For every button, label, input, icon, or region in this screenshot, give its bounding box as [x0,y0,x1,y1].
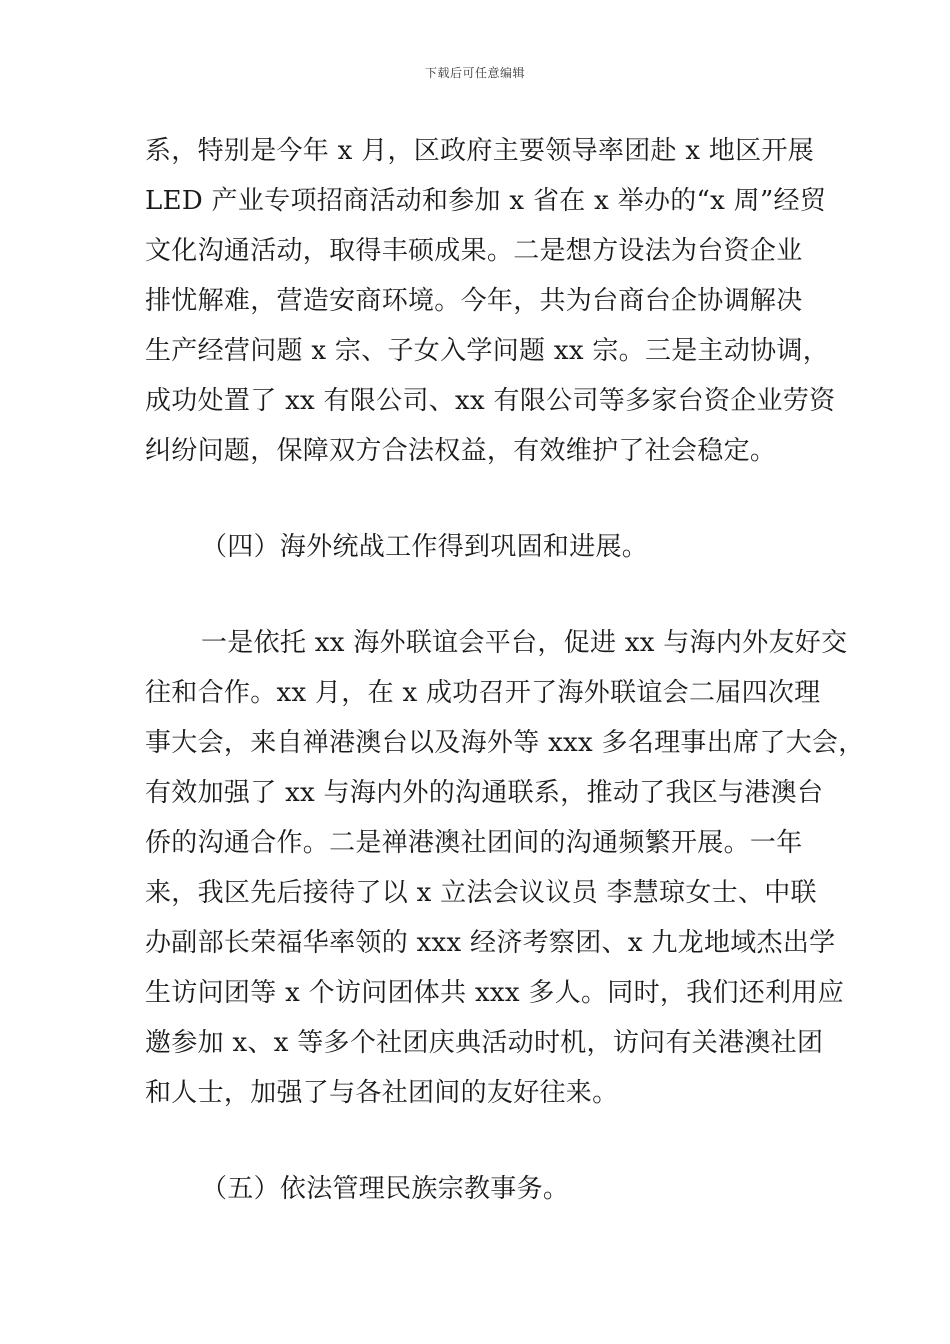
heading-text: （五）依法管理民族宗教事务。 [201,1174,570,1204]
text-line: 系，特别是今年 x 月，区政府主要领导率团赴 x 地区开展 [145,136,815,166]
text-line: 邀参加 x、x 等多个社团庆典活动时机，访问有关港澳社团 [145,1028,824,1058]
text-line: 和人士，加强了与各社团间的友好往来。 [145,1078,619,1108]
text-line: 生产经营问题 x 宗、子女入学问题 xx 宗。三是主动协调， [145,336,830,366]
document-body [145,126,865,1214]
paragraph-continuation [145,126,836,476]
page-header: 下载后可任意编辑 [424,66,525,80]
section-heading-4 [145,522,825,572]
paragraph-gap [145,476,825,522]
paragraph-gap [145,572,825,618]
text-line: 事大会，来自禅港澳台以及海外等 xxx 多名理事出席了大会， [145,728,865,758]
text-line: 往和合作。xx 月，在 x 成功召开了海外联谊会二届四次理 [145,678,821,708]
section-heading-5 [145,1164,825,1214]
text-line: 成功处置了 xx 有限公司、xx 有限公司等多家台资企业劳资 [145,386,836,416]
text-line: LED 产业专项招商活动和参加 x 省在 x 举办的“x 周”经贸 [145,186,827,216]
text-line: 来，我区先后接待了以 x 立法会议议员 李慧琼女士、中联 [145,878,817,908]
text-line: 文化沟通活动，取得丰硕成果。二是想方设法为台资企业 [145,236,803,266]
text-line: 一是依托 xx 海外联谊会平台，促进 xx 与海内外友好交 [201,628,848,658]
text-line: 有效加强了 xx 与海内外的沟通联系，推动了我区与港澳台 [145,778,824,808]
heading-text: （四）海外统战工作得到巩固和进展。 [201,532,649,562]
text-line: 纠纷问题，保障双方合法权益，有效维护了社会稳定。 [145,436,777,466]
text-line: 侨的沟通合作。二是禅港澳社团间的沟通频繁开展。一年 [145,828,803,858]
paragraph-gap [145,1118,825,1164]
text-line: 排忧解难，营造安商环境。今年，共为台商台企协调解决 [145,286,803,316]
text-line: 生访问团等 x 个访问团体共 xxx 多人。同时，我们还利用应 [145,978,845,1008]
text-line: 办副部长荣福华率领的 xxx 经济考察团、x 九龙地域杰出学 [145,928,836,958]
paragraph-overseas [145,618,865,1118]
